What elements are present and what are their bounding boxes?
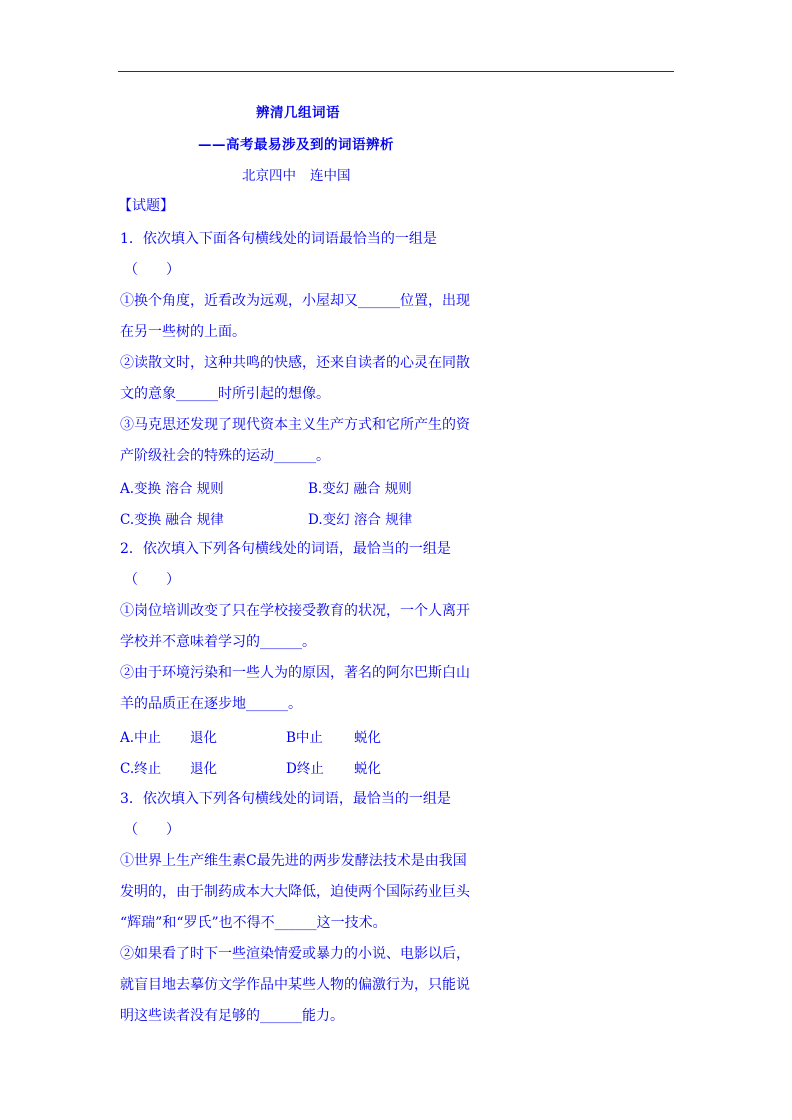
q1-sentence3-line1: ③马克思还发现了现代资本主义生产方式和它所产生的资 — [120, 417, 470, 433]
q2-stem: 2．依次填入下列各句横线处的词语，最恰当的一组是 — [120, 541, 451, 557]
q2-sentence1-line2: 学校并不意味着学习的______。 — [120, 634, 316, 650]
q2-option-c-value: 退化 — [190, 761, 217, 777]
q2-option-d-value: 蜕化 — [354, 761, 381, 777]
q3-stem: 3．依次填入下列各句横线处的词语，最恰当的一组是 — [120, 791, 451, 807]
author-name: 连中国 — [310, 168, 351, 184]
q2-sentence1-line1: ①岗位培训改变了只在学校接受教育的状况，一个人离开 — [120, 603, 470, 619]
q1-sentence2-line2: 文的意象______时所引起的想像。 — [120, 386, 330, 402]
q2-option-b-value: 蜕化 — [354, 730, 381, 746]
q2-option-c-key: C.终止 — [120, 761, 162, 777]
author-line — [242, 164, 351, 184]
q2-option-d-key: D终止 — [286, 761, 324, 777]
q1-stem: 1．依次填入下面各句横线处的词语最恰当的一组是 — [120, 231, 437, 247]
q3-sentence2-line2: 就盲目地去摹仿文学作品中某些人物的偏激行为，只能说 — [120, 977, 470, 993]
q3-sentence1-line1: ①世界上生产维生素C最先进的两步发酵法技术是由我国 — [120, 853, 467, 869]
q2-sentence2-line1: ②由于环境污染和一些人为的原因，著名的阿尔巴斯白山 — [120, 665, 470, 681]
q1-sentence1-line1: ①换个角度，近看改为远观，小屋却又______位置，出现 — [120, 293, 470, 309]
q1-option-b: B.变幻 融合 规则 — [308, 481, 412, 497]
q2-option-b-key: B中止 — [286, 730, 323, 746]
q1-option-c: C.变换 融合 规律 — [120, 512, 224, 528]
q1-sentence3-line2: 产阶级社会的特殊的运动______。 — [120, 448, 330, 464]
q1-option-a: A.变换 溶合 规则 — [120, 481, 224, 497]
q1-answer-paren: （ ） — [124, 262, 180, 278]
q1-sentence2-line1: ②读散文时，这种共鸣的快感，还来自读者的心灵在同散 — [120, 355, 470, 371]
q3-sentence2-line3: 明这些读者没有足够的______能力。 — [120, 1008, 344, 1024]
q3-sentence1-line2: 发明的，由于制药成本大大降低，迫使两个国际药业巨头 — [120, 884, 470, 900]
school-name: 北京四中 — [242, 168, 296, 184]
header-rule — [118, 71, 674, 72]
q2-sentence2-line2: 羊的品质正在逐步地______。 — [120, 696, 302, 712]
document-title: 辨清几组词语 — [256, 105, 340, 121]
q2-option-a-value: 退化 — [190, 730, 217, 746]
section-label: 【试题】 — [118, 198, 174, 214]
q3-sentence2-line1: ②如果看了时下一些渲染情爱或暴力的小说、电影以后， — [120, 946, 470, 962]
q1-sentence1-line2: 在另一些树的上面。 — [120, 324, 246, 340]
q2-answer-paren: （ ） — [124, 572, 180, 588]
q3-answer-paren: （ ） — [124, 822, 180, 838]
q1-option-d: D.变幻 溶合 规律 — [308, 512, 413, 528]
q2-option-a-key: A.中止 — [120, 730, 162, 746]
document-subtitle: ——高考最易涉及到的词语辨析 — [198, 137, 394, 153]
q3-sentence1-line3: “辉瑞”和“罗氏”也不得不______这一技术。 — [120, 915, 387, 931]
